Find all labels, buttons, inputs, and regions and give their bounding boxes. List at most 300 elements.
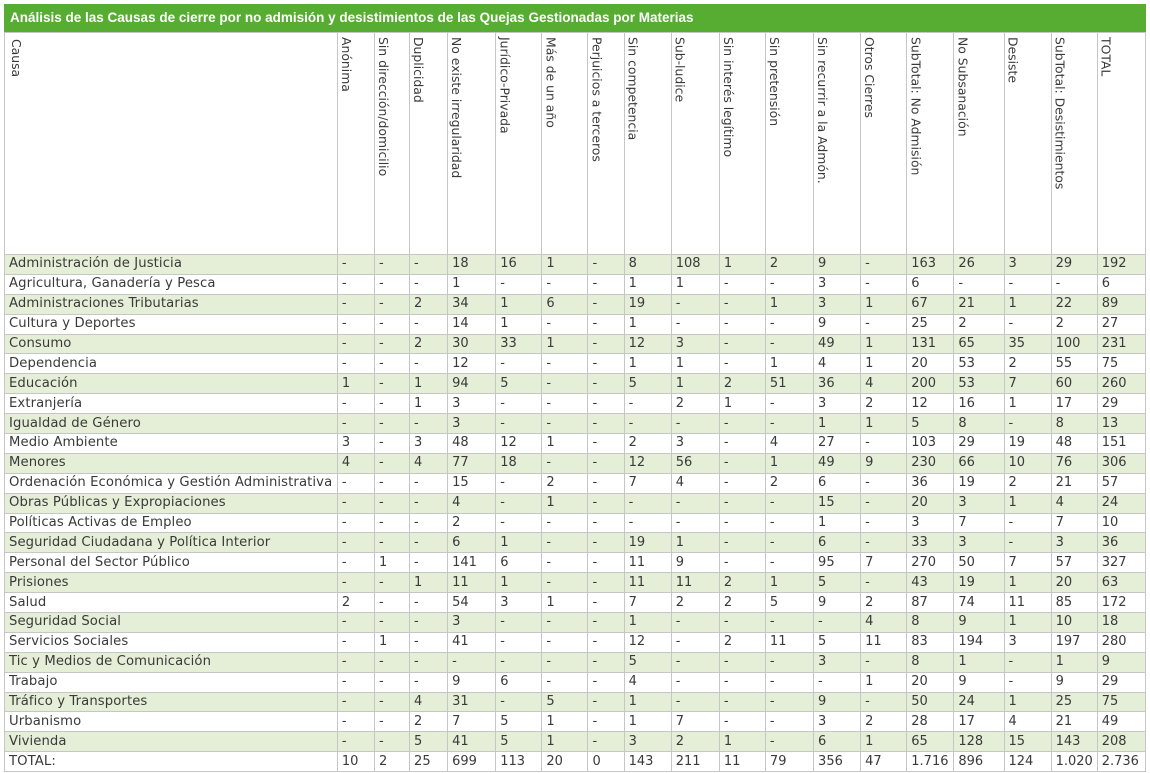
- table-cell: 77: [448, 453, 496, 473]
- table-cell: -: [374, 473, 409, 493]
- table-cell: 1: [765, 294, 813, 314]
- table-cell: 29: [1051, 255, 1097, 275]
- total-cell: 143: [624, 752, 671, 772]
- table-row: [5, 374, 1146, 394]
- table-cell: 1: [374, 632, 409, 652]
- table-cell: 75: [1097, 692, 1145, 712]
- column-header-label: Causa: [9, 39, 24, 78]
- table-cell: 2: [542, 473, 588, 493]
- table-cell: -: [337, 334, 374, 354]
- table-cell: 19: [624, 533, 671, 553]
- table-cell: 6: [814, 533, 861, 553]
- total-cell: 47: [861, 752, 907, 772]
- table-cell: 27: [1097, 314, 1145, 334]
- table-cell: -: [337, 652, 374, 672]
- table-cell: 24: [954, 692, 1004, 712]
- table-cell: -: [1004, 533, 1051, 553]
- table-cell: 3: [814, 652, 861, 672]
- table-cell: -: [374, 593, 409, 613]
- table-cell: -: [765, 613, 813, 633]
- table-row: [5, 652, 1146, 672]
- table-cell: 26: [954, 255, 1004, 275]
- table-cell: 2: [410, 712, 448, 732]
- table-cell: -: [337, 632, 374, 652]
- table-cell: -: [337, 314, 374, 334]
- table-cell: 1: [1004, 493, 1051, 513]
- table-cell: 200: [907, 374, 954, 394]
- table-cell: -: [496, 274, 542, 294]
- table-cell: 4: [671, 473, 719, 493]
- table-cell: -: [719, 712, 765, 732]
- table-cell: -: [624, 513, 671, 533]
- table-cell: 280: [1097, 632, 1145, 652]
- table-cell: -: [719, 672, 765, 692]
- table-cell: 3: [496, 593, 542, 613]
- table-cell: -: [374, 672, 409, 692]
- table-cell: -: [542, 453, 588, 473]
- column-header-label: Otros Cierres: [862, 37, 878, 118]
- table-cell: 10: [1051, 613, 1097, 633]
- total-cell: 79: [765, 752, 813, 772]
- table-cell: 1: [1004, 692, 1051, 712]
- table-cell: -: [374, 414, 409, 434]
- table-cell: 48: [448, 434, 496, 454]
- table-cell: 6: [496, 672, 542, 692]
- table-row: [5, 414, 1146, 434]
- table-cell: -: [588, 573, 624, 593]
- table-cell: 143: [1051, 732, 1097, 752]
- table-row: [5, 453, 1146, 473]
- row-label: Cultura y Deportes: [5, 314, 338, 334]
- table-cell: -: [374, 354, 409, 374]
- column-header-label: Sin recurrir a la Admón.: [815, 37, 831, 184]
- row-label: Trabajo: [5, 672, 338, 692]
- table-cell: -: [542, 613, 588, 633]
- table-cell: 327: [1097, 553, 1145, 573]
- table-cell: -: [588, 255, 624, 275]
- table-cell: 2: [448, 513, 496, 533]
- table-cell: 1: [410, 573, 448, 593]
- table-cell: 4: [448, 493, 496, 513]
- table-cell: -: [374, 274, 409, 294]
- table-cell: 172: [1097, 593, 1145, 613]
- table-cell: -: [588, 652, 624, 672]
- table-cell: 128: [954, 732, 1004, 752]
- table-cell: 1: [496, 573, 542, 593]
- table-cell: -: [374, 394, 409, 414]
- table-cell: 4: [1004, 712, 1051, 732]
- table-cell: 3: [814, 712, 861, 732]
- table-cell: -: [861, 533, 907, 553]
- table-cell: -: [410, 493, 448, 513]
- column-header: [1097, 33, 1145, 255]
- table-cell: 36: [814, 374, 861, 394]
- table-cell: -: [765, 513, 813, 533]
- table-cell: 83: [907, 632, 954, 652]
- table-cell: 18: [496, 453, 542, 473]
- table-cell: -: [374, 573, 409, 593]
- table-cell: 4: [814, 354, 861, 374]
- total-cell: 1.716: [907, 752, 954, 772]
- total-cell: 211: [671, 752, 719, 772]
- table-cell: -: [410, 553, 448, 573]
- table-cell: 2: [1051, 314, 1097, 334]
- table-cell: -: [1051, 274, 1097, 294]
- table-row: [5, 334, 1146, 354]
- table-cell: 2: [410, 334, 448, 354]
- table-cell: 49: [814, 334, 861, 354]
- total-row: [5, 752, 1146, 772]
- table-cell: 1: [624, 274, 671, 294]
- table-row: [5, 712, 1146, 732]
- table-cell: -: [588, 354, 624, 374]
- table-cell: 1: [542, 434, 588, 454]
- table-cell: -: [719, 274, 765, 294]
- table-cell: 9: [954, 672, 1004, 692]
- table-cell: 7: [1004, 374, 1051, 394]
- table-cell: 18: [1097, 613, 1145, 633]
- table-cell: 6: [496, 553, 542, 573]
- row-label: Ordenación Económica y Gestión Administrativa: [5, 473, 338, 493]
- table-cell: 208: [1097, 732, 1145, 752]
- row-label: Administración de Justicia: [5, 255, 338, 275]
- column-header: [448, 33, 496, 255]
- row-label: Seguridad Ciudadana y Política Interior: [5, 533, 338, 553]
- table-cell: 56: [671, 453, 719, 473]
- table-cell: 3: [814, 394, 861, 414]
- table-cell: 76: [1051, 453, 1097, 473]
- table-cell: -: [861, 573, 907, 593]
- column-header-label: Sub-ludice: [672, 37, 688, 103]
- column-header: [814, 33, 861, 255]
- row-label: Políticas Activas de Empleo: [5, 513, 338, 533]
- table-cell: 6: [907, 274, 954, 294]
- table-cell: -: [374, 533, 409, 553]
- table-cell: -: [861, 692, 907, 712]
- table-cell: 192: [1097, 255, 1145, 275]
- table-cell: -: [588, 692, 624, 712]
- table-cell: 22: [1051, 294, 1097, 314]
- table-cell: 260: [1097, 374, 1145, 394]
- table-cell: -: [588, 294, 624, 314]
- table-cell: 4: [410, 453, 448, 473]
- table-cell: -: [671, 314, 719, 334]
- column-header: [954, 33, 1004, 255]
- total-cell: 11: [719, 752, 765, 772]
- row-label: Servicios Sociales: [5, 632, 338, 652]
- total-cell: 10: [337, 752, 374, 772]
- table-cell: 7: [861, 553, 907, 573]
- table-cell: 63: [1097, 573, 1145, 593]
- table-cell: 9: [448, 672, 496, 692]
- total-label: TOTAL:: [5, 752, 338, 772]
- table-cell: 1: [374, 553, 409, 573]
- table-cell: 1: [542, 493, 588, 513]
- table-cell: 9: [814, 593, 861, 613]
- table-cell: 2: [719, 374, 765, 394]
- table-cell: -: [719, 652, 765, 672]
- table-cell: -: [861, 314, 907, 334]
- table-cell: 6: [542, 294, 588, 314]
- table-cell: 25: [907, 314, 954, 334]
- table-cell: 2: [861, 394, 907, 414]
- table-cell: 49: [814, 453, 861, 473]
- table-cell: 94: [448, 374, 496, 394]
- table-cell: 53: [954, 354, 1004, 374]
- table-cell: 21: [1051, 712, 1097, 732]
- table-cell: 60: [1051, 374, 1097, 394]
- table-cell: 8: [624, 255, 671, 275]
- table-cell: -: [542, 394, 588, 414]
- table-cell: 4: [765, 434, 813, 454]
- column-header-label: Más de un año: [543, 37, 559, 128]
- table-cell: 151: [1097, 434, 1145, 454]
- row-label: Tráfico y Transportes: [5, 692, 338, 712]
- table-cell: 11: [448, 573, 496, 593]
- table-cell: -: [719, 414, 765, 434]
- table-cell: 3: [814, 294, 861, 314]
- table-cell: -: [671, 294, 719, 314]
- table-cell: 7: [1004, 553, 1051, 573]
- table-cell: 1: [671, 533, 719, 553]
- table-title: Análisis de las Causas de cierre por no admisión y desistimientos de las Quejas Gestionadas por Materias: [4, 4, 1146, 32]
- table-row: [5, 473, 1146, 493]
- table-cell: -: [588, 414, 624, 434]
- table-cell: 2: [337, 593, 374, 613]
- table-cell: 11: [765, 632, 813, 652]
- table-cell: -: [374, 613, 409, 633]
- table-cell: -: [496, 414, 542, 434]
- table-cell: 5: [814, 573, 861, 593]
- table-cell: 30: [448, 334, 496, 354]
- table-cell: -: [719, 354, 765, 374]
- table-row: [5, 394, 1146, 414]
- table-cell: 3: [1051, 533, 1097, 553]
- column-header-causa: [5, 33, 338, 255]
- table-cell: 33: [496, 334, 542, 354]
- table-cell: -: [1004, 652, 1051, 672]
- row-label: Consumo: [5, 334, 338, 354]
- table-cell: 1: [448, 274, 496, 294]
- table-cell: 55: [1051, 354, 1097, 374]
- table-cell: 29: [954, 434, 1004, 454]
- table-cell: 34: [448, 294, 496, 314]
- table-cell: 1: [861, 414, 907, 434]
- table-cell: 20: [1051, 573, 1097, 593]
- table-cell: 17: [1051, 394, 1097, 414]
- table-cell: -: [542, 314, 588, 334]
- table-cell: 1: [861, 354, 907, 374]
- table-cell: 8: [907, 613, 954, 633]
- row-label: Dependencia: [5, 354, 338, 374]
- table-cell: 1: [671, 374, 719, 394]
- table-cell: -: [374, 434, 409, 454]
- table-cell: -: [410, 314, 448, 334]
- table-cell: -: [410, 473, 448, 493]
- column-header: [410, 33, 448, 255]
- table-cell: 5: [907, 414, 954, 434]
- column-header-label: Sin interés legítimo: [720, 37, 736, 158]
- table-cell: 108: [671, 255, 719, 275]
- row-label: Educación: [5, 374, 338, 394]
- table-cell: 1: [1004, 394, 1051, 414]
- column-header: [719, 33, 765, 255]
- column-header: [861, 33, 907, 255]
- table-cell: -: [588, 672, 624, 692]
- total-cell: 896: [954, 752, 1004, 772]
- total-cell: 699: [448, 752, 496, 772]
- table-cell: 5: [814, 632, 861, 652]
- table-cell: 4: [1051, 493, 1097, 513]
- table-cell: -: [719, 613, 765, 633]
- table-cell: -: [496, 692, 542, 712]
- table-cell: -: [337, 255, 374, 275]
- total-cell: 20: [542, 752, 588, 772]
- table-cell: 230: [907, 453, 954, 473]
- table-cell: 5: [496, 374, 542, 394]
- table-cell: 1: [861, 672, 907, 692]
- table-cell: -: [542, 672, 588, 692]
- table-cell: 7: [671, 712, 719, 732]
- table-cell: -: [861, 493, 907, 513]
- table-cell: 9: [1051, 672, 1097, 692]
- table-cell: 5: [496, 732, 542, 752]
- table-cell: 66: [954, 453, 1004, 473]
- table-cell: -: [542, 274, 588, 294]
- table-cell: 57: [1097, 473, 1145, 493]
- table-cell: -: [542, 414, 588, 434]
- table-cell: -: [410, 255, 448, 275]
- table-cell: -: [765, 652, 813, 672]
- table-cell: -: [588, 613, 624, 633]
- row-label: Agricultura, Ganadería y Pesca: [5, 274, 338, 294]
- table-cell: -: [765, 493, 813, 513]
- table-cell: 48: [1051, 434, 1097, 454]
- table-cell: -: [374, 732, 409, 752]
- table-cell: 75: [1097, 354, 1145, 374]
- column-header: [496, 33, 542, 255]
- table-cell: 50: [907, 692, 954, 712]
- table-cell: 11: [671, 573, 719, 593]
- table-cell: 67: [907, 294, 954, 314]
- table-cell: 2: [671, 732, 719, 752]
- table-cell: 12: [624, 632, 671, 652]
- table-cell: -: [861, 274, 907, 294]
- report-table-container: [4, 4, 1146, 772]
- table-cell: -: [410, 533, 448, 553]
- table-cell: 103: [907, 434, 954, 454]
- table-cell: 50: [954, 553, 1004, 573]
- total-cell: 1.020: [1051, 752, 1097, 772]
- table-cell: 1: [410, 374, 448, 394]
- table-cell: -: [588, 712, 624, 732]
- column-header-label: Anónima: [338, 37, 354, 92]
- table-cell: 1: [410, 394, 448, 414]
- table-row: [5, 573, 1146, 593]
- row-label: Urbanismo: [5, 712, 338, 732]
- table-cell: 1: [1004, 573, 1051, 593]
- table-cell: 4: [410, 692, 448, 712]
- table-cell: 10: [1004, 453, 1051, 473]
- table-cell: -: [410, 354, 448, 374]
- table-cell: -: [337, 394, 374, 414]
- table-cell: -: [374, 712, 409, 732]
- table-row: [5, 354, 1146, 374]
- table-cell: -: [671, 414, 719, 434]
- table-cell: -: [374, 513, 409, 533]
- table-cell: 2: [671, 394, 719, 414]
- total-cell: 124: [1004, 752, 1051, 772]
- table-cell: -: [624, 414, 671, 434]
- table-cell: 1: [719, 732, 765, 752]
- table-cell: -: [588, 314, 624, 334]
- total-cell: 2: [374, 752, 409, 772]
- table-cell: 20: [907, 493, 954, 513]
- row-label: Igualdad de Género: [5, 414, 338, 434]
- table-cell: 89: [1097, 294, 1145, 314]
- row-label: Administraciones Tributarias: [5, 294, 338, 314]
- table-cell: -: [374, 652, 409, 672]
- table-cell: 1: [861, 334, 907, 354]
- table-cell: 9: [1097, 652, 1145, 672]
- table-row: [5, 553, 1146, 573]
- table-cell: -: [374, 374, 409, 394]
- table-cell: 53: [954, 374, 1004, 394]
- table-cell: 19: [624, 294, 671, 314]
- row-label: Salud: [5, 593, 338, 613]
- table-cell: 15: [814, 493, 861, 513]
- table-cell: -: [954, 274, 1004, 294]
- table-cell: 163: [907, 255, 954, 275]
- table-cell: -: [588, 493, 624, 513]
- column-header-label: Jurídico-Privada: [497, 37, 513, 134]
- table-cell: -: [719, 553, 765, 573]
- table-cell: -: [765, 672, 813, 692]
- table-row: [5, 513, 1146, 533]
- table-cell: 6: [1097, 274, 1145, 294]
- table-cell: -: [337, 553, 374, 573]
- table-cell: 2: [765, 473, 813, 493]
- table-cell: 5: [624, 652, 671, 672]
- table-cell: 2: [410, 294, 448, 314]
- table-cell: 7: [1051, 513, 1097, 533]
- column-header-label: No existe irregularidad: [449, 37, 465, 179]
- table-cell: -: [410, 652, 448, 672]
- column-header-label: SubTotal: Desistimientos: [1052, 37, 1068, 190]
- table-cell: -: [337, 354, 374, 374]
- table-cell: 9: [814, 255, 861, 275]
- column-header: [337, 33, 374, 255]
- row-label: Prisiones: [5, 573, 338, 593]
- table-row: [5, 613, 1146, 633]
- table-cell: -: [496, 493, 542, 513]
- table-row: [5, 493, 1146, 513]
- table-row: [5, 632, 1146, 652]
- table-cell: 5: [496, 712, 542, 732]
- table-cell: 141: [448, 553, 496, 573]
- table-cell: 1: [814, 414, 861, 434]
- table-cell: -: [719, 453, 765, 473]
- row-label: Tic y Medios de Comunicación: [5, 652, 338, 672]
- table-cell: 1: [624, 712, 671, 732]
- table-cell: 6: [814, 473, 861, 493]
- table-row: [5, 533, 1146, 553]
- total-cell: 356: [814, 752, 861, 772]
- table-cell: -: [765, 334, 813, 354]
- table-cell: 3: [954, 493, 1004, 513]
- total-cell: 2.736: [1097, 752, 1145, 772]
- table-cell: -: [588, 553, 624, 573]
